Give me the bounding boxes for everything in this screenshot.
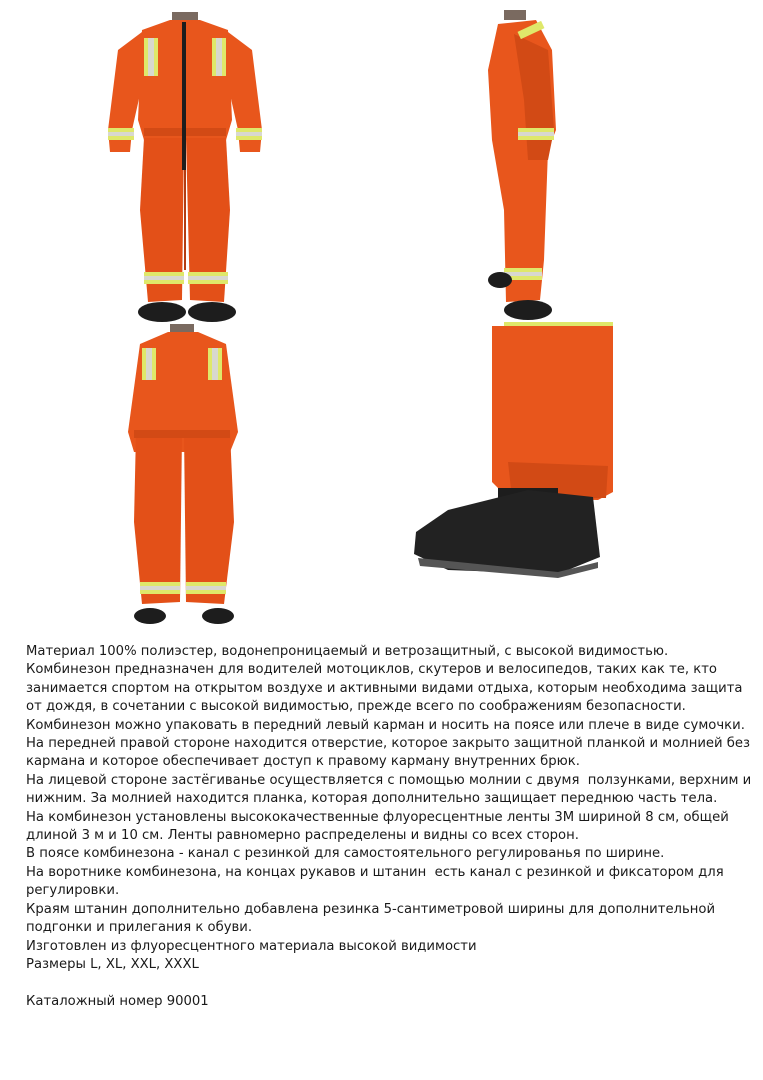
description-paragraph: Материал 100% полиэстер, водонепроницаемый и ветрозащитный, с высокой видимостью.	[26, 644, 669, 659]
description-paragraph: На передней правой стороне находится отверстие, которое закрыто защитной планкой и молнией без кармана и которое обеспечивает доступ к правому карману внутренних брюк.	[26, 736, 755, 770]
product-description	[26, 643, 756, 1011]
description-paragraph: На воротнике комбинезона, на концах рукавов и штанин есть канал с резинкой и фиксатором для регулировки.	[26, 864, 728, 899]
coverall-cuff-detail-photo	[408, 322, 613, 584]
description-paragraph: Комбинезон предназначен для водителей мотоциклов, скутеров и велосипедов, таких как те, кто занимается спортом на открытом воздухе и активными видами отдыха, которым необходима защита от дождя, в сочетании с высокой видимостью, прежде всего по соображениям безопасности.	[26, 662, 747, 715]
description-paragraph: Краям штанин дополнительно добавлена резинка 5-сантиметровой ширины для дополнительной подгонки и прилегания к обуви.	[26, 901, 720, 936]
coverall-front-photo	[100, 10, 270, 325]
catalog-number: Каталожный номер 90001	[26, 993, 209, 1009]
sizes-line: Размеры L, XL, XXL, XXXL	[26, 956, 199, 972]
description-paragraph: Комбинезон можно упаковать в передний левый карман и носить на поясе или плече в виде сумочки.	[26, 717, 745, 733]
description-paragraph: На лицевой стороне застёгиванье осуществляется с помощью молнии с двумя ползунками, верхним и нижним. За молнией находится планка, которая дополнительно защищает переднюю часть тела.	[26, 772, 756, 807]
coverall-side-photo	[478, 10, 578, 325]
coverall-back-photo	[120, 322, 245, 632]
description-paragraph: В поясе комбинезона - канал с резинкой для самостоятельного регулированья по ширине.	[26, 846, 665, 862]
description-paragraph: На комбинезон установлены высококачественные флуоресцентные ленты 3M шириной 8 см, общей длиной 3 м и 10 см. Ленты равномерно распределены и видны со всех сторон.	[26, 809, 733, 844]
description-paragraph: Изготовлен из флуоресцентного материала высокой видимости	[26, 938, 477, 954]
